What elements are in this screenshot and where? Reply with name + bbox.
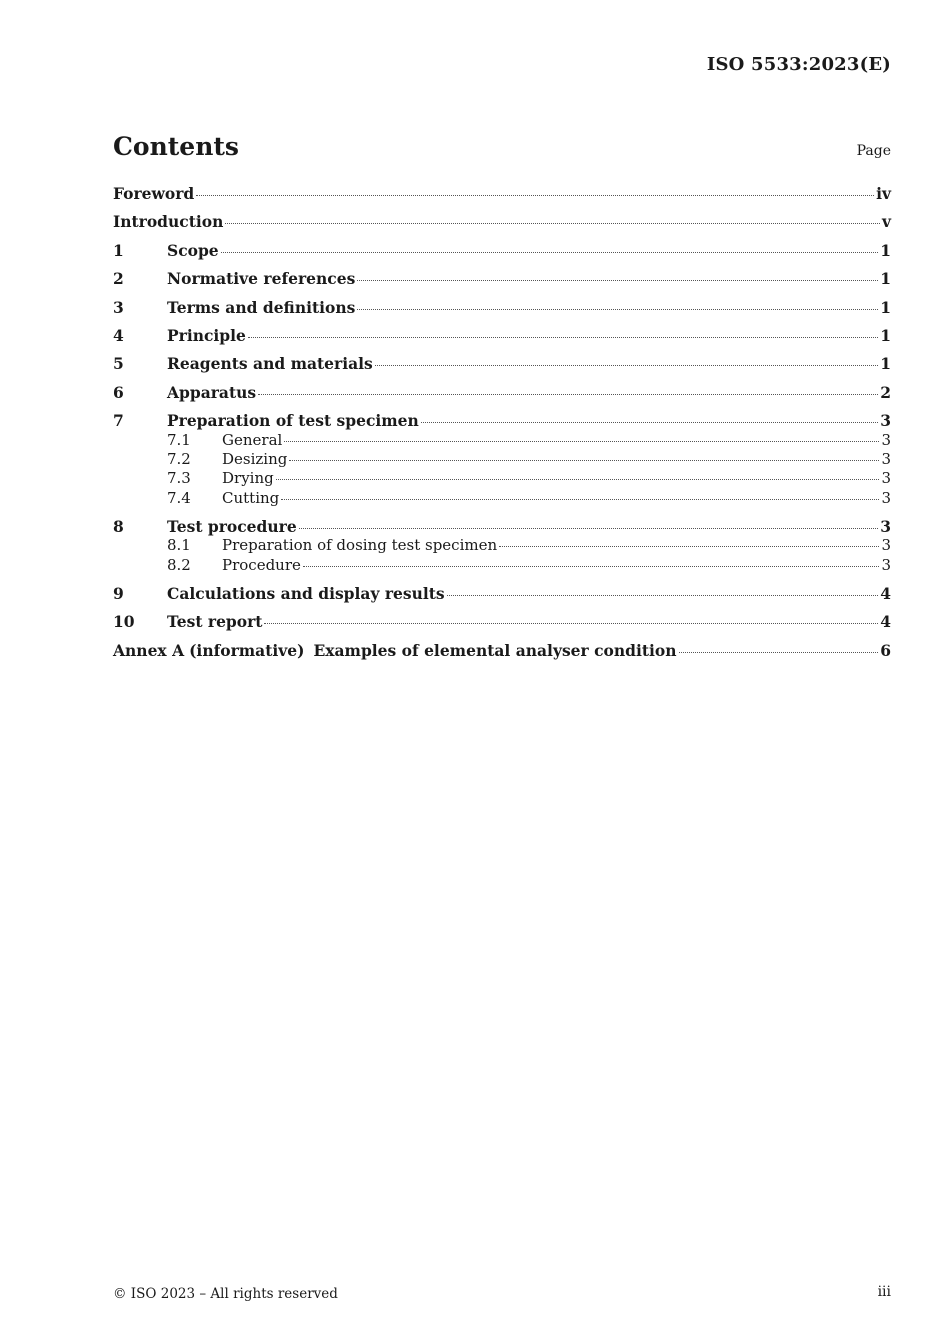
toc-entry-introduction[interactable]: [113, 212, 891, 240]
toc-entry-page: 3: [881, 469, 891, 488]
toc-entry-page: 3: [881, 536, 891, 555]
toc-entry-preparation-of-test-specimen[interactable]: [113, 411, 891, 431]
toc-entry-title: Preparation of test specimen: [167, 411, 419, 431]
toc-subentry-procedure[interactable]: [113, 556, 891, 575]
table-of-contents: [113, 184, 891, 669]
toc-entry-page: 1: [880, 325, 891, 345]
dot-leader: [421, 422, 878, 423]
dot-leader: [679, 652, 879, 653]
toc-entry-annex-a[interactable]: [113, 641, 891, 669]
toc-entry-page: 3: [880, 411, 891, 431]
toc-entry-page: 4: [880, 583, 891, 603]
toc-entry-title: General: [222, 430, 283, 449]
document-id: ISO 5533:2023(E): [706, 54, 891, 75]
toc-entry-page: 3: [881, 555, 891, 574]
toc-entry-terms-and-definitions[interactable]: [113, 298, 891, 326]
dot-leader: [357, 309, 878, 310]
toc-entry-page: 1: [880, 297, 891, 317]
toc-entry-normative-references[interactable]: [113, 269, 891, 297]
toc-entry-title: Principle: [167, 325, 246, 345]
toc-subentry-cutting[interactable]: [113, 489, 891, 508]
dot-leader: [289, 460, 879, 461]
toc-entry-page: 2: [880, 382, 891, 402]
dot-leader: [281, 499, 879, 500]
page-column-label: Page: [856, 143, 891, 159]
toc-entry-number: 7.2: [167, 449, 191, 468]
toc-entry-page: 1: [880, 240, 891, 260]
toc-entry-number: 8.2: [167, 555, 191, 574]
toc-entry-test-procedure[interactable]: [113, 517, 891, 537]
toc-entry-page: 3: [881, 430, 891, 449]
toc-entry-number: 6: [113, 382, 124, 402]
toc-entry-title: Test report: [167, 612, 263, 632]
toc-entry-title: Desizing: [222, 449, 288, 468]
dot-leader: [375, 365, 878, 366]
dot-leader: [299, 528, 879, 529]
toc-entry-page: 1: [880, 354, 891, 374]
toc-entry-page: 1: [880, 269, 891, 289]
toc-entry-calculations-and-display-results[interactable]: [113, 584, 891, 612]
toc-entry-test-report[interactable]: [113, 612, 891, 640]
annex-label: Annex A: [113, 640, 185, 660]
dot-leader: [357, 280, 878, 281]
toc-entry-title: Introduction: [113, 212, 224, 232]
toc-entry-number: 10: [113, 612, 135, 632]
toc-entry-reagents-and-materials[interactable]: [113, 354, 891, 382]
toc-entry-title: Preparation of dosing test specimen: [222, 536, 498, 555]
dot-leader: [225, 223, 880, 224]
toc-entry-number: 7: [113, 411, 124, 431]
toc-entry-number: 5: [113, 354, 124, 374]
toc-entry-title: Normative references: [167, 269, 356, 289]
dot-leader: [284, 441, 879, 442]
page-number: iii: [877, 1284, 891, 1300]
annex-qualifier: (informative): [189, 640, 305, 660]
dot-leader: [248, 337, 878, 338]
toc-entry-page: 3: [880, 516, 891, 536]
toc-entry-page: 4: [880, 612, 891, 632]
toc-entry-number: 8.1: [167, 536, 191, 555]
toc-subentry-preparation-of-dosing-test-specimen[interactable]: [113, 536, 891, 555]
dot-leader: [258, 394, 878, 395]
toc-entry-scope[interactable]: [113, 241, 891, 269]
annex-title: Examples of elemental analyser condition: [313, 640, 677, 660]
toc-subentry-general[interactable]: [113, 431, 891, 450]
toc-entry-number: 7.4: [167, 488, 191, 507]
toc-entry-title: Reagents and materials: [167, 354, 373, 374]
toc-entry-foreword[interactable]: [113, 184, 891, 212]
toc-entry-number: 7.3: [167, 469, 191, 488]
toc-entry-title: Procedure: [222, 555, 301, 574]
toc-entry-apparatus[interactable]: [113, 383, 891, 411]
toc-entry-title: Scope: [167, 240, 219, 260]
toc-entry-principle[interactable]: [113, 326, 891, 354]
toc-entry-title: Terms and definitions: [167, 297, 356, 317]
toc-entry-title: Cutting: [222, 488, 280, 507]
toc-entry-title: Foreword: [113, 184, 195, 203]
dot-leader: [276, 479, 880, 480]
dot-leader: [221, 252, 879, 253]
dot-leader: [303, 566, 880, 567]
toc-entry-page: 6: [880, 640, 891, 660]
toc-entry-title: Calculations and display results: [167, 583, 445, 603]
toc-entry-number: 9: [113, 583, 124, 603]
toc-entry-number: 2: [113, 269, 124, 289]
toc-entry-number: 4: [113, 325, 124, 345]
toc-subentry-drying[interactable]: [113, 469, 891, 488]
dot-leader: [499, 546, 879, 547]
toc-entry-number: 7.1: [167, 430, 191, 449]
toc-entry-number: 1: [113, 240, 124, 260]
toc-entry-page: 3: [881, 488, 891, 507]
copyright-notice: © ISO 2023 – All rights reserved: [113, 1286, 338, 1302]
toc-entry-page: v: [881, 212, 891, 232]
dot-leader: [196, 195, 874, 196]
toc-entry-number: 8: [113, 516, 124, 536]
toc-entry-title: Apparatus: [167, 382, 257, 402]
toc-subentry-desizing[interactable]: [113, 450, 891, 469]
toc-entry-page: 3: [881, 449, 891, 468]
toc-entry-number: 3: [113, 297, 124, 317]
toc-entry-title: Test procedure: [167, 516, 297, 536]
contents-title: Contents: [113, 132, 240, 161]
dot-leader: [264, 623, 878, 624]
toc-entry-page: iv: [876, 184, 891, 203]
toc-entry-title: Drying: [222, 469, 274, 488]
dot-leader: [447, 595, 879, 596]
